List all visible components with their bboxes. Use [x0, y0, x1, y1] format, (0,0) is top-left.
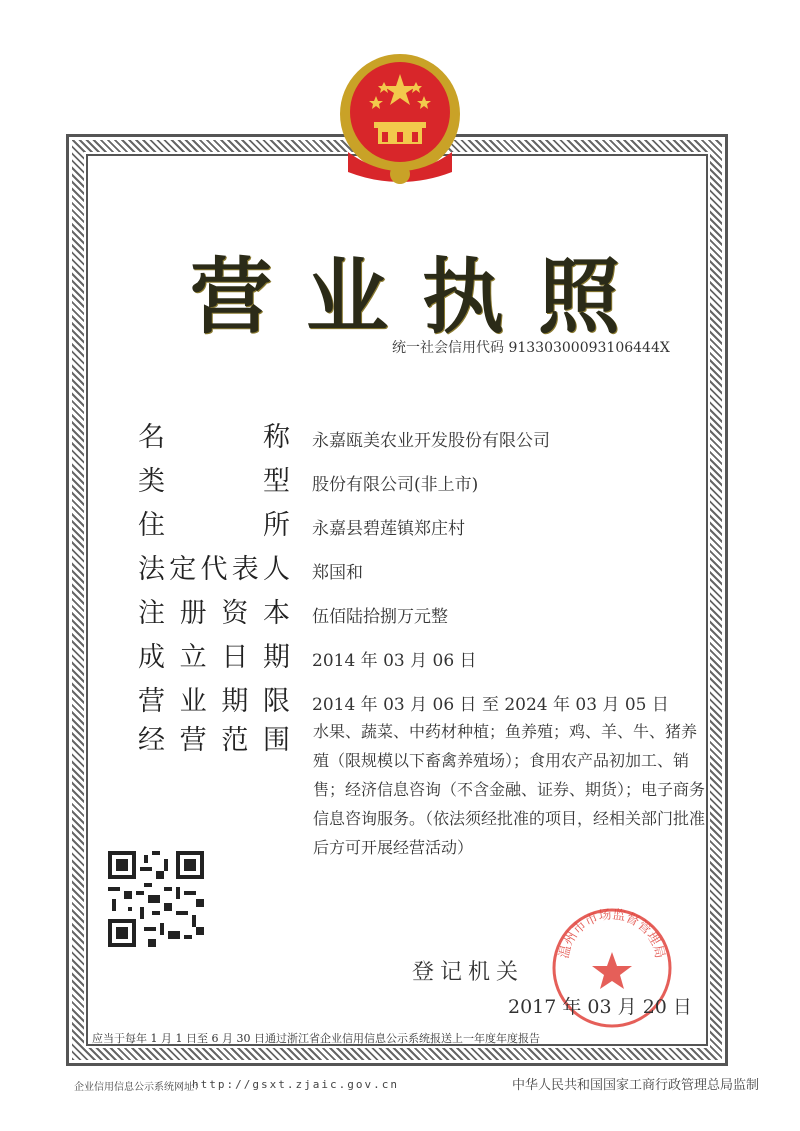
qr-code-icon[interactable]	[108, 851, 204, 947]
label-char: 范	[221, 725, 249, 756]
label-char: 称	[263, 422, 290, 453]
label-char: 法	[138, 554, 165, 585]
field-row-term	[138, 679, 669, 718]
footer-issuer: 中华人民共和国国家工商行政管理总局监制	[512, 1078, 760, 1093]
national-emblem-icon	[334, 52, 466, 192]
label-char: 人	[263, 554, 290, 585]
field-row-legal-rep	[138, 547, 363, 586]
field-row-scope	[138, 718, 290, 757]
field-row-name	[138, 415, 550, 454]
label-char: 名	[138, 422, 165, 453]
field-row-address	[138, 503, 465, 542]
title-char: 照	[537, 249, 620, 345]
label-char: 型	[263, 466, 290, 497]
footer-url-link[interactable]: http://gsxt.zjaic.gov.cn	[192, 1078, 399, 1091]
field-label	[138, 635, 290, 674]
seal-text: 温州市市场监督管理局	[556, 907, 668, 960]
registration-authority: 登记机关	[412, 960, 525, 985]
field-value: 伍佰陆拾捌万元整	[312, 607, 448, 627]
field-value: 2014 年 03 月 06 日	[312, 651, 477, 671]
label-char: 立	[179, 642, 207, 673]
label-char: 围	[262, 725, 290, 756]
label-char: 日	[221, 642, 249, 673]
certificate-title	[190, 232, 620, 349]
label-char: 营	[179, 725, 207, 756]
title-char: 营	[190, 249, 273, 345]
field-row-established	[138, 635, 477, 674]
label-char: 期	[262, 642, 290, 673]
label-char: 所	[263, 510, 290, 541]
annual-report-notice: 应当于每年 1 月 1 日至 6 月 30 日通过浙江省企业信用信息公示系统报送上一年度年度报告	[92, 1032, 540, 1045]
credit-code-label: 统一社会信用代码	[392, 340, 504, 356]
svg-text:温州市市场监督管理局	[557, 907, 667, 960]
label-char: 经	[138, 725, 165, 756]
field-value: 股份有限公司(非上市)	[312, 475, 479, 495]
field-value: 2014 年 03 月 06 日 至 2024 年 03 月 05 日	[312, 695, 669, 715]
label-char: 册	[179, 598, 207, 629]
field-label	[138, 679, 290, 718]
label-char: 类	[138, 466, 165, 497]
field-label	[138, 459, 290, 498]
label-char: 表	[231, 554, 259, 585]
business-scope-text: 水果、蔬菜、中药材种植；鱼养殖；鸡、羊、牛、猪养殖（限规模以下畜禽养殖场）；食用农产品初加工、销售；经济信息咨询（不含金融、证券、期货）；电子商务信息咨询服务。（依法须经批准的项目，经相关部门批准后方可开展经营活动）	[313, 722, 706, 857]
label-char: 业	[179, 686, 207, 717]
label-char: 注	[138, 598, 165, 629]
label-char: 营	[138, 686, 165, 717]
credit-code	[392, 337, 670, 357]
label-char: 本	[262, 598, 290, 629]
field-row-type	[138, 459, 478, 498]
field-label	[138, 591, 290, 630]
title-char: 执	[421, 249, 504, 345]
label-char: 成	[138, 642, 165, 673]
field-label	[138, 503, 290, 542]
label-char: 限	[262, 686, 290, 717]
footer-system-label: 企业信用信息公示系统网址：	[74, 1082, 204, 1093]
label-char: 资	[221, 598, 249, 629]
credit-code-value: 91330300093106444X	[508, 340, 670, 356]
label-char: 代	[200, 554, 228, 585]
field-label	[138, 415, 290, 454]
field-value: 永嘉县碧莲镇郑庄村	[312, 519, 465, 539]
field-label	[138, 718, 290, 757]
field-value: 郑国和	[312, 563, 363, 583]
field-row-capital	[138, 591, 448, 630]
label-char: 期	[221, 686, 249, 717]
field-label	[138, 547, 290, 586]
field-value: 永嘉瓯美农业开发股份有限公司	[312, 431, 550, 451]
title-char: 业	[305, 249, 388, 345]
issue-date: 2017 年 03 月 20 日	[508, 996, 692, 1018]
label-char: 住	[138, 510, 165, 541]
label-char: 定	[169, 554, 197, 585]
